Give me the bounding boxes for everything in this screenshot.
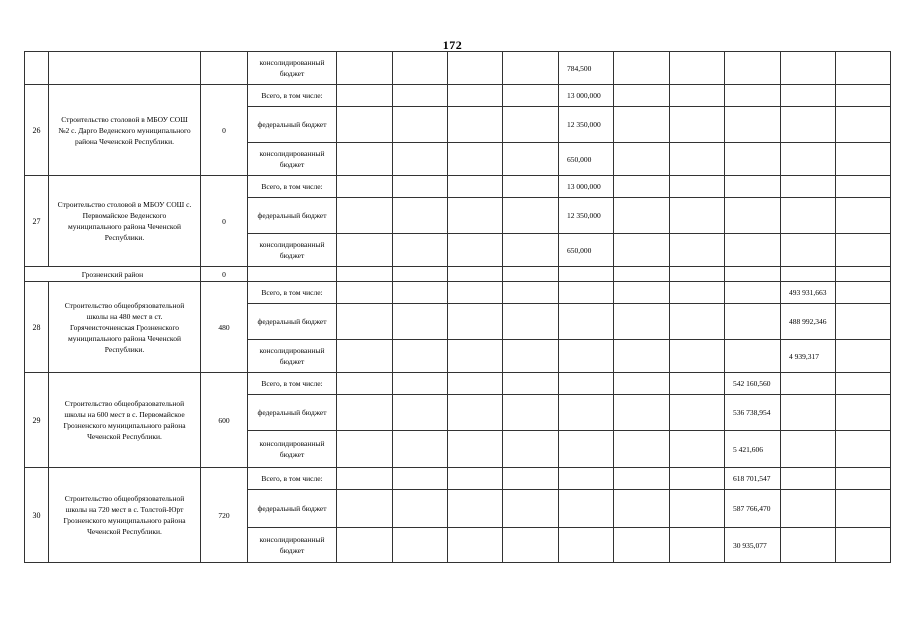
consolidated-label: консолидированный бюджет [248,431,337,468]
table-row [25,176,891,198]
value-cell: 650,000 [559,143,614,176]
federal-label: федеральный бюджет [248,198,337,234]
page-number: 172 [442,38,463,52]
district-row [25,267,891,282]
row-number: 27 [25,176,49,267]
consolidated-label: консолидированный бюджет [248,143,337,176]
project-name: Строительство общеобрязовательной школы на 720 мест в с. Толстой-Юрт Грозненского муниципального района Чеченской Республики. [49,468,201,563]
federal-label: федеральный бюджет [248,490,337,528]
consolidated-label: консолидированный бюджет [248,52,337,85]
table-row [25,373,891,395]
federal-label: федеральный бюджет [248,395,337,431]
value-cell: 13 000,000 [559,85,614,107]
value-cell: 493 931,663 [781,282,836,304]
consolidated-label: консолидированный бюджет [248,528,337,563]
capacity-cell: 480 [201,282,248,373]
district-name: Грозненский район [25,267,201,282]
total-label: Всего, в том числе: [248,176,337,198]
value-cell: 488 992,346 [781,304,836,340]
value-cell: 4 939,317 [781,340,836,373]
value-cell: 5 421,606 [725,431,781,468]
table-row [25,282,891,304]
capacity-cell: 0 [201,85,248,176]
federal-label: федеральный бюджет [248,304,337,340]
value-cell: 784,500 [559,52,614,85]
consolidated-label: консолидированный бюджет [248,340,337,373]
capacity-cell: 600 [201,373,248,468]
project-name: Строительство общеобразовательной школы на 600 мест в с. Первомайское Грозненского муниципального района Чеченской Республики. [49,373,201,468]
federal-label: федеральный бюджет [248,107,337,143]
table-row [25,468,891,490]
row-number: 28 [25,282,49,373]
value-cell: 12 350,000 [559,107,614,143]
district-value: 0 [201,267,248,282]
total-label: Всего, в том числе: [248,282,337,304]
row-number: 30 [25,468,49,563]
table-row [25,52,891,85]
value-cell: 30 935,077 [725,528,781,563]
value-cell: 650,000 [559,234,614,267]
project-name: Строительство столовой в МБОУ СОШ №2 с. Дарго Веденского муниципального района Чеченской Республики. [49,85,201,176]
total-label: Всего, в том числе: [248,468,337,490]
budget-table [24,51,891,563]
total-label: Всего, в том числе: [248,373,337,395]
value-cell: 536 738,954 [725,395,781,431]
value-cell: 587 766,470 [725,490,781,528]
value-cell: 12 350,000 [559,198,614,234]
project-name: Строительство столовой в МБОУ СОШ с. Первомайское Веденского муниципального района Чеченской Республики. [49,176,201,267]
table-row [25,85,891,107]
capacity-cell: 0 [201,176,248,267]
row-number: 29 [25,373,49,468]
value-cell: 542 160,560 [725,373,781,395]
value-cell: 13 000,000 [559,176,614,198]
consolidated-label: консолидированный бюджет [248,234,337,267]
row-number: 26 [25,85,49,176]
total-label: Всего, в том числе: [248,85,337,107]
value-cell: 618 701,547 [725,468,781,490]
capacity-cell: 720 [201,468,248,563]
project-name: Строительство общеобрязовательной школы на 480 мест в ст. Горячеисточненская Грозненского муниципального района Чеченской Республики. [49,282,201,373]
